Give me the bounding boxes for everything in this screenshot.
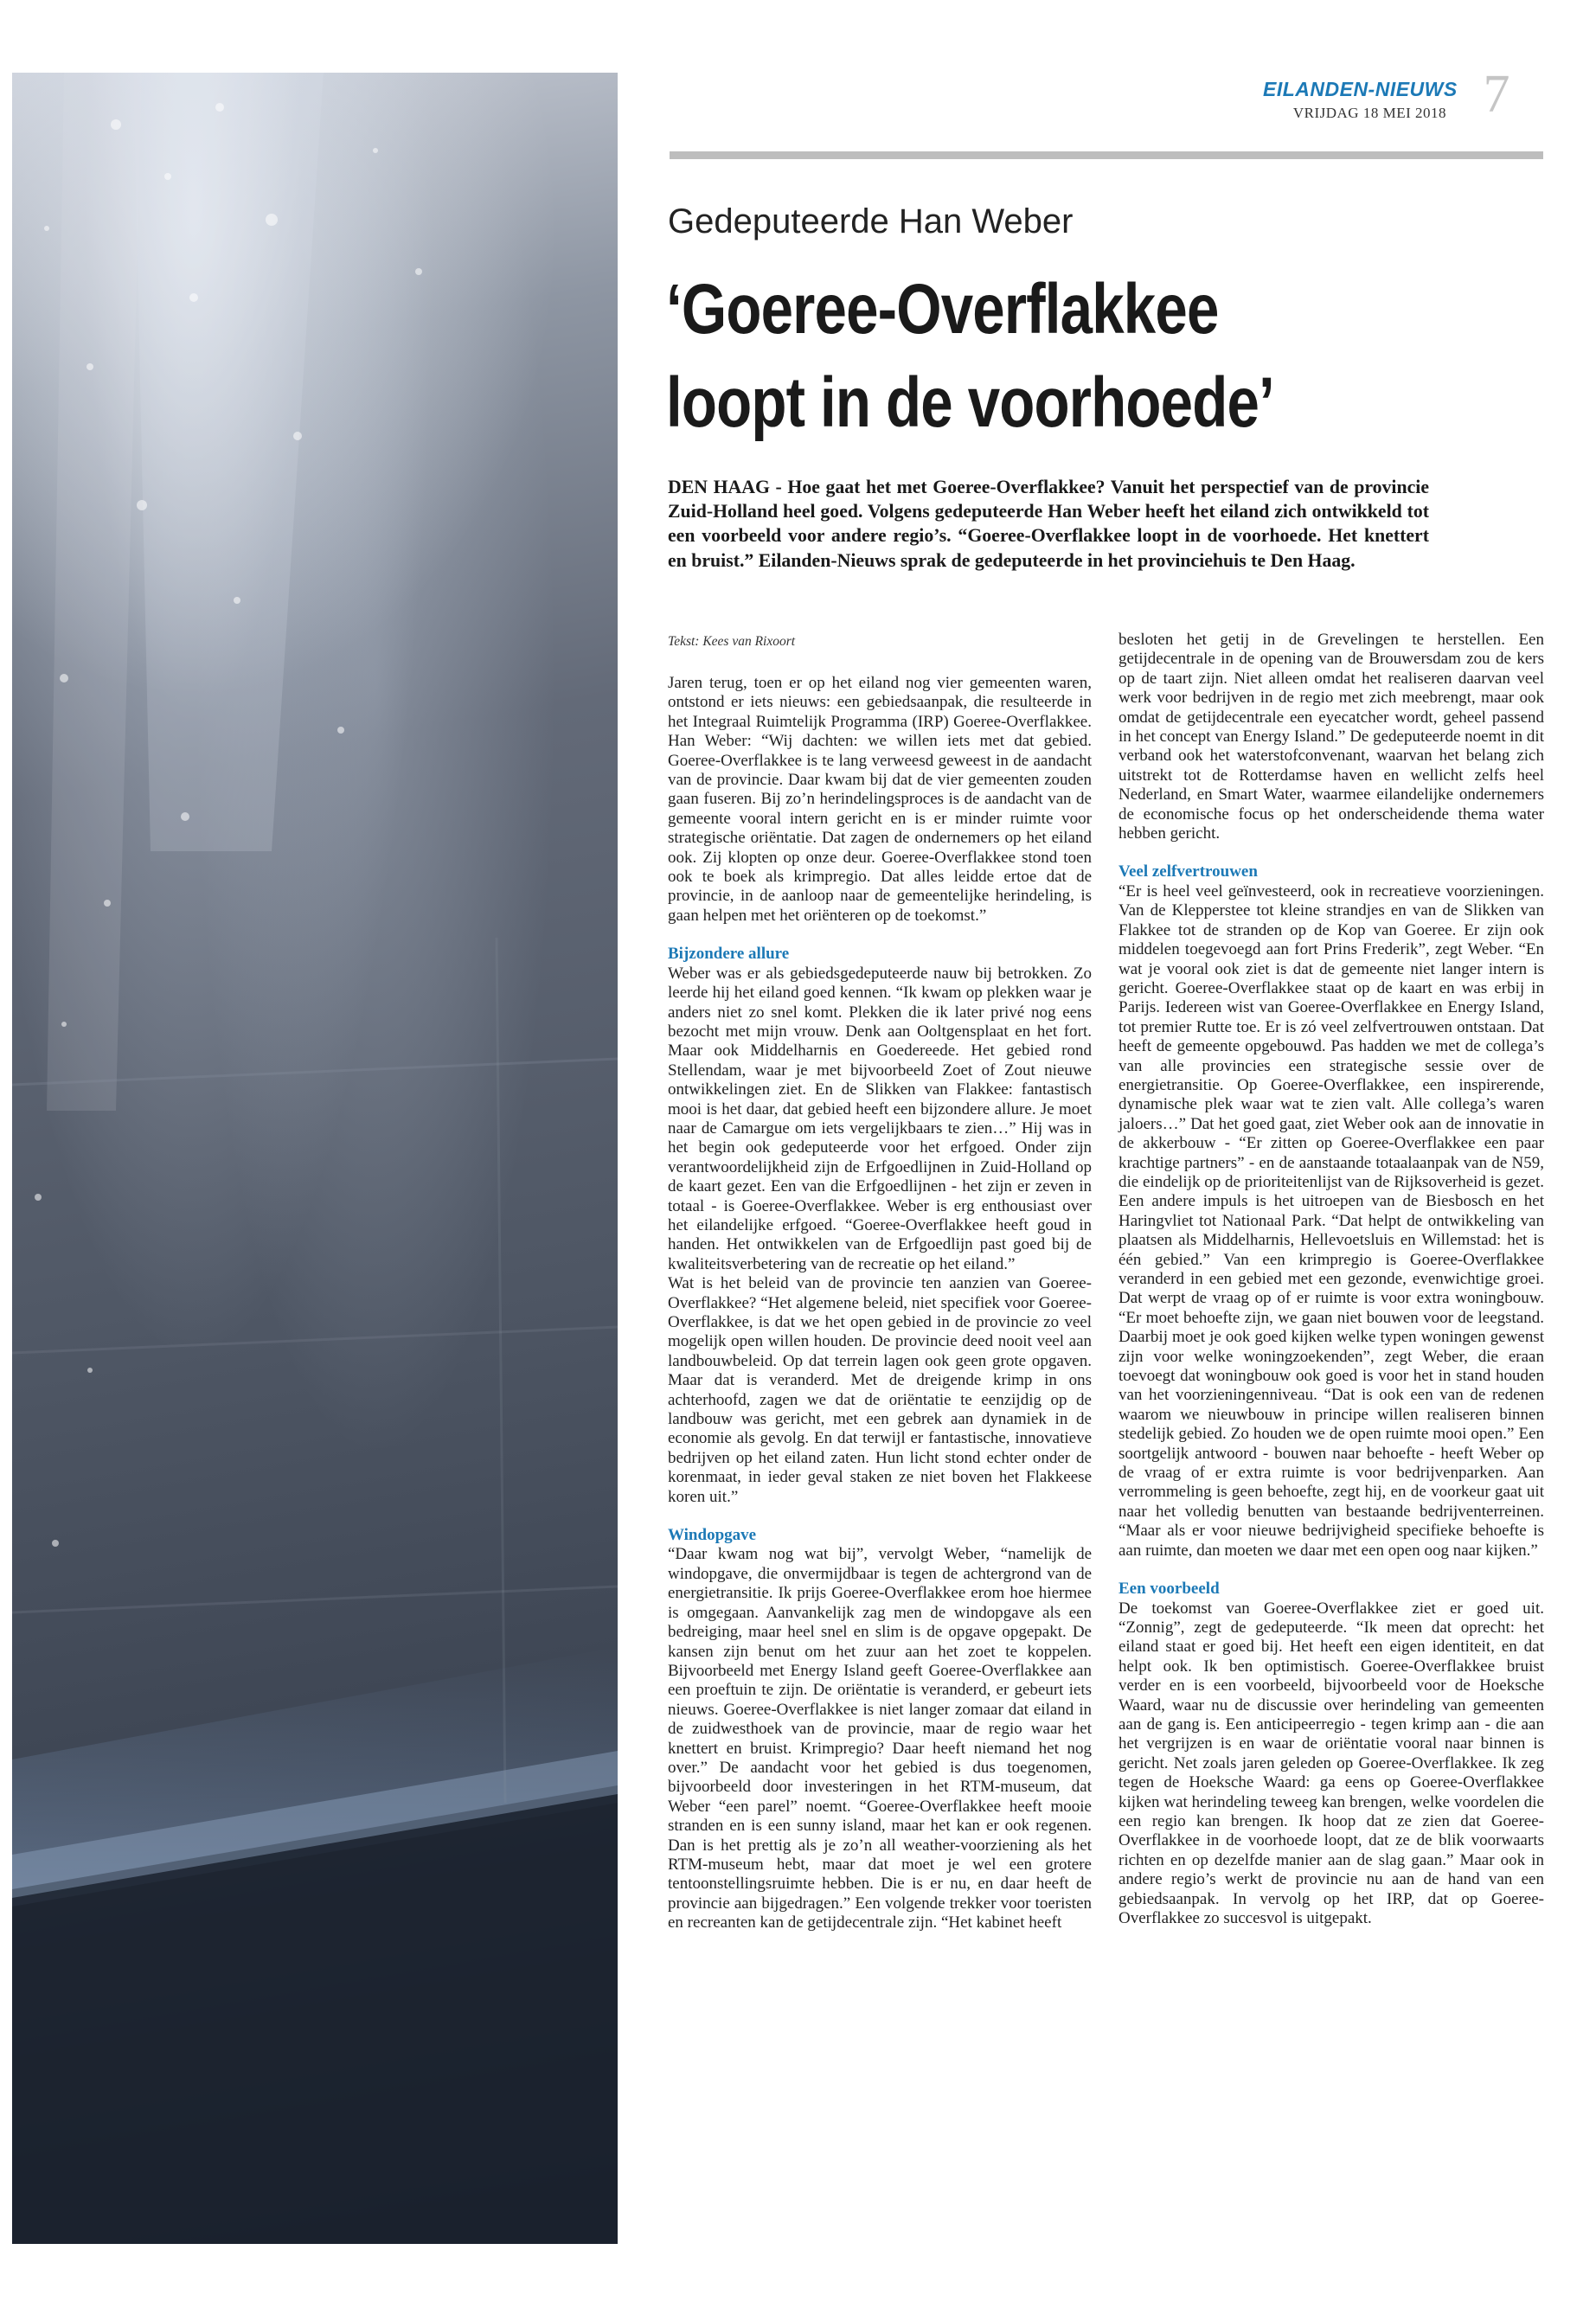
subheading-bijzondere-allure: Bijzondere allure xyxy=(668,945,790,964)
body-paragraph: “Er is heel veel geïnvesteerd, ook in recreatieve voorzieningen. Van de Klepperstee tot kleine strandjes en van de Slikken van Flakkee tot de stranden op de Kop van Goeree. Er zijn ook middelen toegevoegd aan fort Prins Frederik”, zegt Weber. “En wat je vooral ook ziet is dat de gemeente niet langer intern is gericht. Goeree-Overflakkee staat op de kaart en was erbij in Parijs. Iedereen wist van Goeree-Overflakkee en Energy Island, tot premier Rutte toe. Er is zó veel zelfvertrouwen ontstaan. Dat heeft de gemeente opgebouwd. Pas hadden we met de collega’s van alle provincies een strategische sessie over de energietransitie. Op Goeree-Overflakkee, een inspirerende, dynamische plek waar wat te zien valt. Alle collega’s waren jaloers…” Dat het goed gaat, ziet Weber ook aan de innovatie in de akkerbouw - “Er zitten op Goeree-Overflakkee een paar krachtige partners” - en de aanstaande totaalaanpak van de N59, die eindelijk op de prioriteitenlijst van de Rijksoverheid is gezet. Een andere impuls is het uitroepen van de Biesbosch en het Haringvliet tot Nationaal Park. “Dat helpt de ontwikkeling van plaatsen als Middelharnis, Hellevoetsluis en Willemstad: het is één gebied.” Van een krimpregio is Goeree-Overflakkee veranderd in een gebied met een gezonde, evenwichtige groei. Dat werpt de vraag op of er ruimte is voor extra woningbouw. “Er moet behoefte zijn, we gaan niet bouwen voor de leegstand. Daarbij moet je ook goed kijken welke typen woningen gewenst zijn voor welke woningzoekenden”, zegt Weber, die eraan toevoegt dat woningbouw ook goed is voor het in stand houden van het voorzieningenniveau. “Dat is ook een van de redenen waarom we nieuwbouw in principe willen realiseren binnen stedelijk gebied. Zo houden we de open ruimte mooi open.” Een soortgelijk antwoord - bouwen naar behoefte - heeft Weber op de vraag of er extra ruimte is voor bedrijvenparken. Aan verrommeling is geen behoefte, zegt hij, en de voorkeur gaat uit naar het volledig benutten van bestaande bedrijventerreinen. “Maar als er voor nieuwe bedrijvigheid specifieke behoefte is aan ruimte, dan moeten we daar met een open oog naar kijken.” xyxy=(1118,881,1544,1560)
page-number: 7 xyxy=(1483,65,1510,124)
article-photo xyxy=(12,73,618,2244)
body-paragraph: besloten het getij in de Grevelingen te herstellen. Een getijdecentrale in de opening van de Brouwersdam zou de kers op de taart zijn. Niet alleen omdat het realiseren daarvan veel werk voor bedrijven in de regio met zich meebrengt, maar ook omdat de getijdecentrale een eyecatcher wordt, geheel passend in het concept van Energy Island.” De gedeputeerde noemt in dit verband ook het waterstofconvenant, waarvan het belang zich uitstrekt tot de Rotterdamse haven en wellicht zelfs heel Nederland, en Smart Water, waarmee eilandelijke ondernemers de economische focus op het onderscheidende thema water hebben gericht. xyxy=(1118,631,1544,843)
article-byline: Tekst: Kees van Rixoort xyxy=(668,634,796,649)
body-paragraph: “Daar kwam nog wat bij”, vervolgt Weber, “namelijk de windopgave, die onvermijdbaar is tegen de achtergrond van de energietransitie. Ik prijs Goeree-Overflakkee erom hoe hiermee is omgegaan. Aanvankelijk zag men de windopgave als een bedreiging, maar heel snel en slim is de opgave opgepakt. De kansen zijn benut om het zuur aan het zoet te koppelen. Bijvoorbeeld met Energy Island geeft Goeree-Overflakkee aan een proeftuin te zijn. De oriëntatie is veranderd, er gebeurt iets nieuws. Goeree-Overflakkee is niet langer zomaar dat eiland in de zuidwesthoek van de provincie, maar de regio waar het knettert en bruist. Krimpregio? Daar heeft niemand het nog over.” De aandacht voor het gebied is dus toegenomen, bijvoorbeeld door investeringen in het RTM-museum, dat Weber “een parel” noemt. “Goeree-Overflakkee heeft mooie stranden en is een sunny island, maar het kan er ook regenen. Dan is het prettig als je zo’n all weather-voorziening als het RTM-museum hebt, maar dat moet je wel een grotere tentoonstellingsruimte hebben. Die is er nu, en daar heeft de provincie aan bijgedragen.” Een volgende trekker voor toeristen en recreanten kan de getijdecentrale zijn. “Het kabinet heeft xyxy=(668,1545,1092,1932)
abstract-blue-grey-photo-icon xyxy=(12,73,618,2244)
body-paragraph: De toekomst van Goeree-Overflakkee ziet er goed uit. “Zonnig”, zegt de gedeputeerde. “Ik meen dat oprecht: het eiland staat er goed bij. Het heeft een eigen identiteit, en dat helpt ook. Ik ben optimistisch. Goeree-Overflakkee bruist verder en is een voorbeeld, bijvoorbeeld voor de Hoeksche Waard, waar nu de discussie over herindeling van gemeenten aan de gang is. Een anticipeerregio - tegen krimp aan - die aan het vergrijzen is en waar de oriëntatie vooral naar binnen is gericht. Net zoals jaren geleden op Goeree-Overflakkee. Ik zeg tegen de Hoeksche Waard: ga eens op Goeree-Overflakkee kijken wat herindeling teweeg kan brengen, welke voordelen die een regio kan brengen. Ik hoop dat ze zien dat Goeree-Overflakkee in de voorhoede loopt, dat ze de blik voorwaarts richten en op dezelfde manier aan de slag gaan.” Maar ook in andere regio’s werkt de provincie nu aan de hand van een gebiedsaanpak. In vervolg op het IRP, dat op Goeree-Overflakkee zo succesvol is uitgepakt. xyxy=(1118,1599,1544,1927)
issue-date: VRIJDAG 18 MEI 2018 xyxy=(1292,105,1446,121)
article-column-right xyxy=(1118,631,1544,1928)
article-kicker: Gedeputeerde Han Weber xyxy=(668,202,1074,240)
article-column-left xyxy=(668,674,1092,1933)
article-lead: DEN HAAG - Hoe gaat het met Goeree-Overflakkee? Vanuit het perspectief van de provincie Zuid-Holland heel goed. Volgens gedeputeerde Han Weber heeft het eiland zich ontwikkeld tot een voorbeeld voor andere regio’s. “Goeree-Overflakkee loopt in de voorhoede. Het knettert en bruist.” Eilanden-Nieuws sprak de gedeputeerde in het provinciehuis te Den Haag. xyxy=(668,477,1429,571)
body-paragraph: Weber was er als gebiedsgedeputeerde nauw bij betrokken. Zo leerde hij het eiland goed kennen. “Ik kwam op plekken waar je anders niet zo snel komt. Plekken die ik later privé nog eens bezocht met mijn vrouw. Denk aan Ooltgensplaat en het fort. Maar ook Middelharnis en Goedereede. Het gebied rond Stellendam, waar je met bijvoorbeeld Zoet of Zout nieuwe ontwikkelingen ziet. En de Slikken van Flakkee: fantastisch mooi is het daar, dat gebied heeft een bijzondere allure. Je moet naar de Camargue om iets vergelijkbaars te zien…” Hij was in het begin ook gedeputeerde voor het erfgoed. Onder zijn verantwoordelijkheid zijn de Erfgoedlijnen in Zuid-Holland op de kaart gezet. Een van die Erfgoedlijnen - het zijn er zeven in totaal - is Goeree-Overflakkee. Weber is erg enthousiast over het eilandelijke erfgoed. “Goeree-Overflakkee heeft goud in handen. Het ontwikkelen van de Erfgoedlijn past goed bij de kwaliteitsverbetering van de recreatie op het eiland.” xyxy=(668,964,1092,1273)
subheading-een-voorbeeld: Een voorbeeld xyxy=(1118,1580,1220,1599)
headline-line-2: loopt in de voorhoede’ xyxy=(666,363,1274,442)
body-paragraph: Jaren terug, toen er op het eiland nog vier gemeenten waren, ontstond er iets nieuws: een gebiedsaanpak, die resulteerde in het Integraal Ruimtelijk Programma (IRP) Goeree-Overflakkee. Han Weber: “Wij dachten: we willen iets met dat gebied. Goeree-Overflakkee is te lang verweesd geweest in de aandacht van de provincie. Daar kwam bij dat de vier gemeenten zouden gaan fuseren. Bij zo’n herindelingsproces is de aandacht van de gemeente vooral intern gericht en is er minder ruimte voor strategische oriëntatie. Dat zagen de ondernemers op het eiland ook. Zij klopten op onze deur. Goeree-Overflakkee stond toen ook te boek als krimpregio. Dat alles leidde ertoe dat de provincie, in de aanloop naar de gemeentelijke herindeling, is gaan helpen met het oriënteren op de toekomst.” xyxy=(668,674,1092,925)
subheading-veel-zelfvertrouwen: Veel zelfvertrouwen xyxy=(1118,862,1258,881)
body-paragraph: Wat is het beleid van de provincie ten aanzien van Goeree-Overflakkee? “Het algemene beleid, niet specifiek voor Goeree-Overflakkee, is dat we het open gebied in de provincie zo veel mogelijk open willen houden. De provincie deed nooit veel aan landbouwbeleid. Op dat terrein lagen ook geen grote opgaven. Maar dat is veranderd. Met de dreigende krimp in ons achterhoofd, zagen we dat de oriëntatie te eenzijdig op de landbouw was gericht, met een gebrek aan dynamiek in de economie als gevolg. En dat terwijl er fantastische, innovatieve bedrijven op het eiland zaten. Hun licht stond echter onder de korenmaat, in ieder geval staken ze niet boven het Flakkeese koren uit.” xyxy=(668,1274,1092,1506)
headline-line-1: ‘Goeree-Overflakkee xyxy=(666,270,1219,349)
header-rule xyxy=(670,151,1543,159)
newspaper-logo: EILANDEN-NIEUWS xyxy=(1263,78,1458,100)
subheading-windopgave: Windopgave xyxy=(668,1526,757,1545)
article-headline xyxy=(666,263,1546,450)
